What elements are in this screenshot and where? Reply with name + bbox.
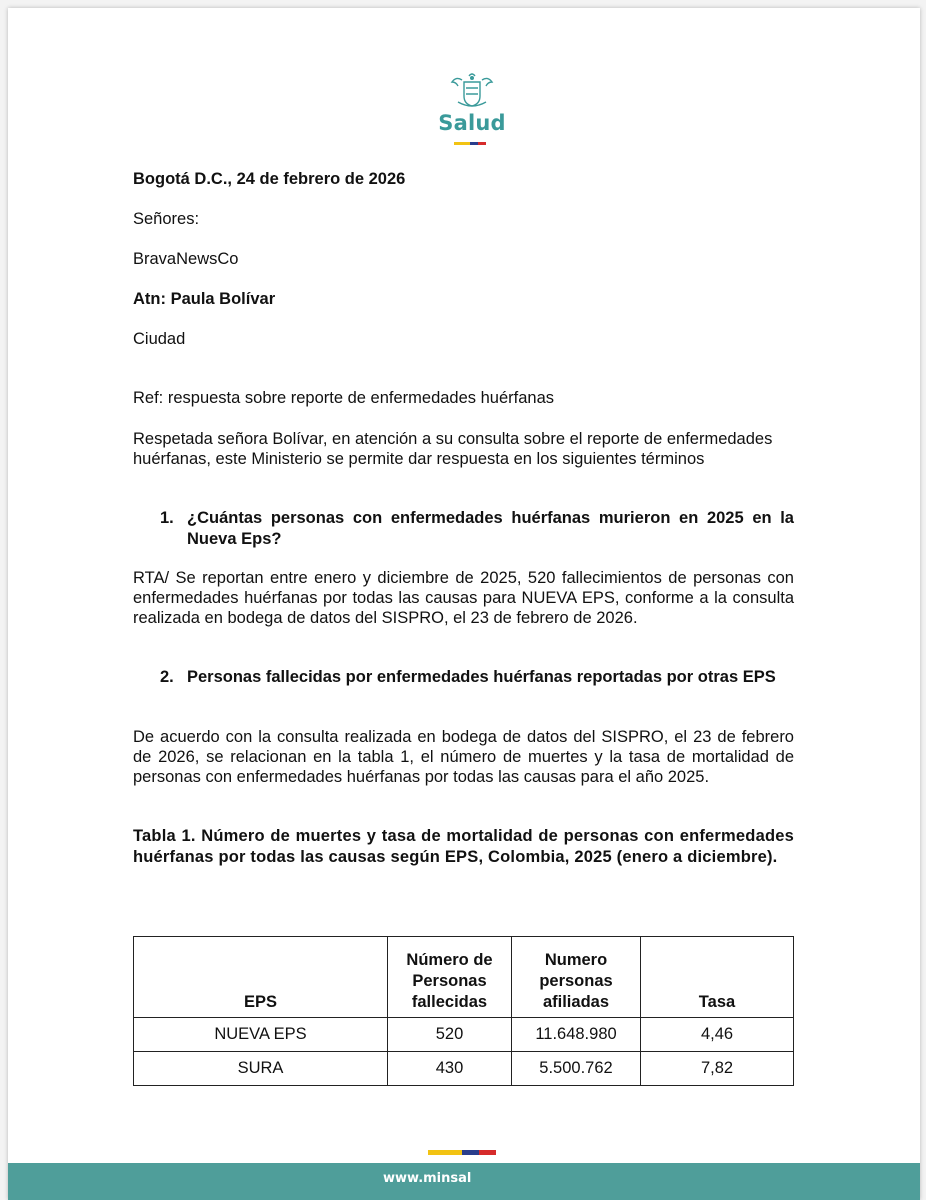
reference-line: Ref: respuesta sobre reporte de enfermedades huérfanas <box>133 389 555 407</box>
mortality-table <box>133 936 794 1086</box>
question-2-heading <box>160 667 794 688</box>
question-number: 2. <box>160 668 174 686</box>
coat-of-arms-icon <box>436 72 508 112</box>
footer-flag-bar <box>428 1150 496 1155</box>
column-header: Tasa <box>641 937 794 1018</box>
table-cell: 5.500.762 <box>512 1052 641 1086</box>
table-cell: SURA <box>134 1052 388 1086</box>
question-text: Personas fallecidas por enfermedades huérfanas reportadas por otras EPS <box>187 668 776 686</box>
intro-paragraph: Respetada señora Bolívar, en atención a su consulta sobre el reporte de enfermedades huérfanas, este Ministerio se permite dar respuesta en los siguientes términos <box>133 430 773 468</box>
question-text: ¿Cuántas personas con enfermedades huérfanas murieron en 2025 en la Nueva Eps? <box>187 509 794 548</box>
table-caption: Tabla 1. Número de muertes y tasa de mortalidad de personas con enfermedades huérfanas por todas las causas según EPS, Colombia, 2025 (enero a diciembre). <box>133 827 794 866</box>
ministry-logo <box>436 72 508 152</box>
table-cell: 11.648.980 <box>512 1018 641 1052</box>
city-line: Ciudad <box>133 330 186 348</box>
salutation-to: Señores: <box>133 210 200 228</box>
table-row <box>134 1018 794 1052</box>
table-cell: 7,82 <box>641 1052 794 1086</box>
table-cell: 430 <box>388 1052 512 1086</box>
document-page <box>8 8 920 1200</box>
question-1-heading <box>160 508 794 550</box>
table-header-row <box>134 937 794 1018</box>
answer-2-paragraph: De acuerdo con la consulta realizada en bodega de datos del SISPRO, el 23 de febrero de 2026, se relacionan en la tabla 1, el número de muertes y la tasa de mortalidad de personas con enfermedades huérfanas por todas las causas para el año 2025. <box>133 728 794 786</box>
logo-text: Salud <box>438 111 506 135</box>
date-line: Bogotá D.C., 24 de febrero de 2026 <box>133 170 406 188</box>
recipient-name: BravaNewsCo <box>133 250 239 268</box>
footer-band <box>8 1163 920 1200</box>
attention-line: Atn: Paula Bolívar <box>133 290 276 308</box>
column-header: Número de Personas fallecidas <box>388 937 512 1018</box>
table-cell: 4,46 <box>641 1018 794 1052</box>
answer-1-paragraph: RTA/ Se reportan entre enero y diciembre de 2025, 520 fallecimientos de personas con enfermedades huérfanas por todas las causas para NUEVA EPS, conforme a la consulta realizada en bodega de datos del SISPRO, el 23 de febrero de 2026. <box>133 569 794 627</box>
table-cell: 520 <box>388 1018 512 1052</box>
flag-bar <box>454 142 486 145</box>
table-cell: NUEVA EPS <box>134 1018 388 1052</box>
question-number: 1. <box>160 509 174 527</box>
footer-website: www.minsal <box>383 1171 472 1186</box>
table-row <box>134 1052 794 1086</box>
column-header: EPS <box>134 937 388 1018</box>
column-header: Numero personas afiliadas <box>512 937 641 1018</box>
